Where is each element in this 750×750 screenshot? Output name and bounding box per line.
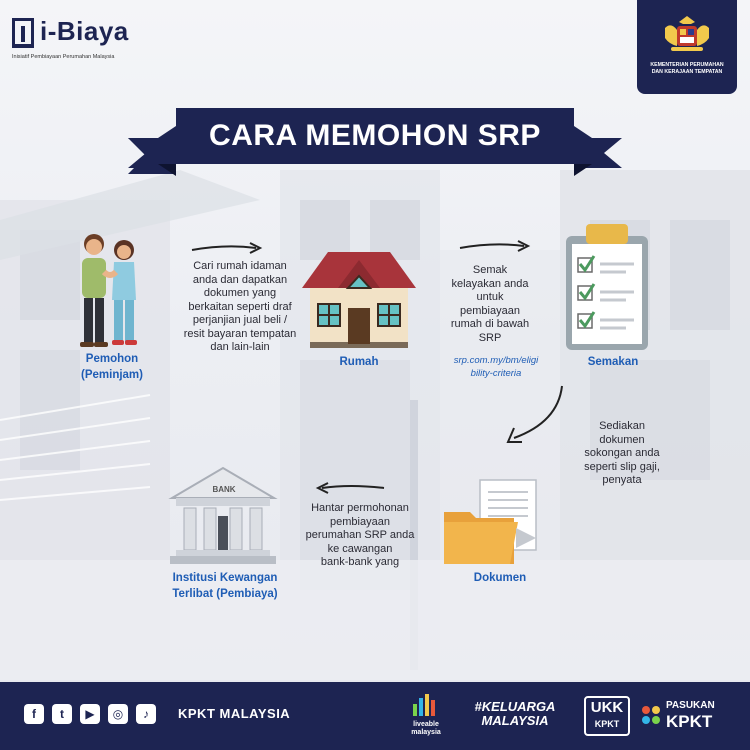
arrow-right-2: [458, 238, 532, 254]
liveable-malaysia-logo: [404, 694, 448, 737]
peminjam-label: (Peminjam): [81, 369, 143, 381]
eligibility-link[interactable]: [440, 354, 552, 380]
pembiaya-label: Terlibat (Pembiaya): [172, 588, 278, 600]
document-folder-icon: [440, 476, 544, 568]
bank-sign: BANK: [212, 485, 236, 494]
ukk-kpkt-logo: [584, 696, 630, 736]
step2-description: [430, 264, 550, 345]
institusi-label: Institusi Kewangan: [172, 572, 278, 584]
liveable-text: liveable: [413, 721, 439, 728]
desc-line: dokumen yang: [203, 287, 277, 299]
malaysia-text: malaysia: [411, 729, 441, 736]
pasukan-kpkt-text: KPKT: [666, 712, 713, 731]
ibiaya-mark-icon: [12, 18, 34, 48]
twitter-icon[interactable]: t: [52, 704, 72, 724]
desc-line: resit bayaran tempatan: [183, 327, 297, 340]
desc-line: pembiayaan: [330, 515, 390, 528]
ministry-badge: [637, 0, 737, 94]
instagram-icon[interactable]: ◎: [108, 704, 128, 724]
coat-of-arms-icon: [661, 14, 713, 54]
step4-description: [290, 502, 430, 570]
desc-line: ke cawangan: [327, 542, 393, 555]
pemohon-label: Pemohon: [85, 353, 139, 365]
ministry-line1: KEMENTERIAN PERUMAHAN: [650, 62, 724, 68]
link-line[interactable]: bility-criteria: [470, 368, 522, 379]
desc-line: dan lain-lain: [210, 341, 270, 353]
desc-line: berkaitan seperti draf: [188, 300, 292, 313]
facebook-icon[interactable]: f: [24, 704, 44, 724]
desc-line: Cari rumah idaman: [193, 260, 287, 272]
desc-line: Hantar permohonan: [311, 502, 409, 514]
pasukan-text: PASUKAN: [666, 700, 715, 711]
desc-line: kelayakan anda: [451, 277, 529, 290]
desc-line: perjanjian jual beli /: [192, 314, 288, 326]
link-line[interactable]: srp.com.my/bm/eligi: [453, 355, 539, 366]
keluarga-text: #KELUARGA: [474, 699, 556, 714]
step-label-rumah: Rumah: [339, 356, 379, 368]
liveable-bars-icon: [411, 694, 441, 716]
step3-description: [566, 420, 678, 488]
step-label-pemohon: [72, 351, 152, 383]
step-label-semakan: Semakan: [587, 356, 639, 368]
desc-line: Semak: [472, 264, 508, 276]
couple-handshake-icon: [70, 228, 148, 350]
desc-line: Sediakan: [599, 420, 645, 432]
house-icon: [298, 246, 420, 350]
pasukan-star-icon: [640, 704, 662, 726]
keluarga-malaysia-logo: [456, 700, 574, 728]
desc-line: perumahan SRP anda: [305, 529, 415, 541]
social-handle: KPKT MALAYSIA: [178, 706, 291, 721]
bank-building-icon: [168, 464, 278, 566]
desc-line: penyata: [602, 474, 642, 486]
ukk-text: UKK: [590, 699, 624, 716]
footer-bar: [0, 682, 750, 750]
ibiaya-logo: [12, 14, 142, 64]
desc-line: pembiayaan: [460, 304, 520, 317]
desc-line: SRP: [478, 331, 502, 344]
tiktok-icon[interactable]: ♪: [136, 704, 156, 724]
ibiaya-tagline: Inisiatif Pembiayaan Perumahan Malaysia: [12, 54, 115, 60]
ukk-kpkt-text: KPKT: [594, 719, 620, 729]
title-banner: [128, 96, 622, 196]
step-label-dokumen: Dokumen: [473, 572, 527, 584]
desc-line: rumah di bawah: [450, 318, 530, 330]
page-title: CARA MEMOHON SRP: [209, 119, 541, 152]
desc-line: untuk: [476, 291, 504, 303]
arrow-curve-down: [500, 382, 570, 448]
desc-line: dokumen: [599, 433, 645, 446]
arrow-right-1: [190, 240, 264, 256]
checklist-clipboard-icon: [564, 222, 650, 352]
youtube-icon[interactable]: ▶: [80, 704, 100, 724]
desc-line: bank-bank yang: [320, 556, 400, 568]
keluarga-malaysia-text: MALAYSIA: [481, 713, 549, 728]
desc-line: seperti slip gaji,: [584, 460, 660, 473]
desc-line: sokongan anda: [584, 447, 660, 459]
ministry-line2: DAN KERAJAAN TEMPATAN: [651, 69, 723, 75]
ibiaya-brand: i-Biaya: [40, 16, 129, 46]
step-label-institusi: [160, 570, 290, 602]
desc-line: anda dan dapatkan: [192, 273, 288, 286]
step1-description: [160, 260, 320, 355]
arrow-left: [314, 480, 386, 496]
